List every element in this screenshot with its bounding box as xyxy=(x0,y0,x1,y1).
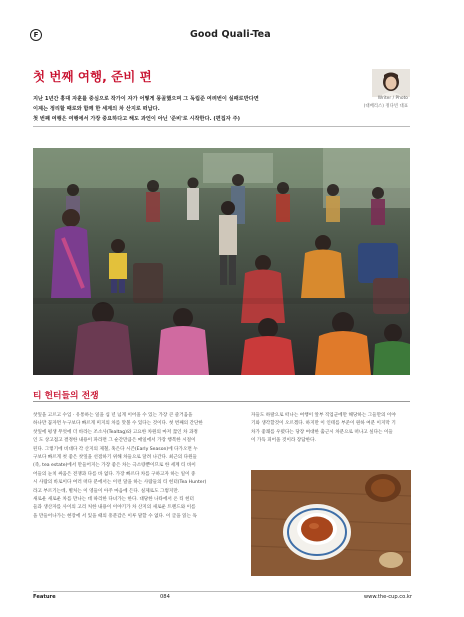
body-line: 하나만 꼽자면 누구보다 빠르게 미지의 차를 맛볼 수 있다는 것이다. 첫 번째의 간단한 xyxy=(33,421,203,427)
body-line: (즉, tea estate)에서 만들어지는 가장 좋은 차는 극소량뿐이므로 한 세계 티 바이 xyxy=(33,463,196,469)
footer-section-label: Feature xyxy=(33,594,56,600)
body-line: 라고 부르기는데, 별처는 이 영들이 아주 마음에 든다. 실제로도 그렇지만. xyxy=(33,488,180,494)
body-line: 들과 생산자를 사이의 고리 처한 내용이 이야기가 차 산지의 새로운 트렌드와 이름 xyxy=(33,505,196,511)
body-line: 된다. 그렇기에 비대다 각 산지의 제철, 혹은다 시즌(Early Season)에 다가오면 누 xyxy=(33,446,198,452)
body-line: 구보다 빠르게 첫 좋은 찻잎을 선점하기 위해 차들으로 달려 나간다. 최근의 다원들 xyxy=(33,454,197,460)
body-line: 새로운 새로운 차를 만나는 데 따리한 다녀가는 한다. 대당한 나타에서 온 티 헌터 xyxy=(33,496,194,502)
byline-label: Writer / Photo xyxy=(377,96,408,101)
magazine-title: Good Quali-Tea xyxy=(190,29,271,40)
left-column-text xyxy=(33,412,243,521)
article-title: 첫 번째 여행, 준비 편 xyxy=(33,69,152,84)
body-line: 찻잎에 평생 무엇에 더 바라는 조소사(Tealtag)와 고요한 차원의 마저 끓인 차 과정 xyxy=(33,429,198,435)
divider xyxy=(33,126,410,127)
page-number: 084 xyxy=(160,594,170,600)
magazine-logo-icon: F xyxy=(30,29,42,41)
body-line: 이 가득 피어올 것이라 장담한다. xyxy=(251,438,316,444)
divider xyxy=(33,401,410,402)
body-line: 을 만들어나가는 현장에 서 있을 때의 흥분감은 이루 말할 수 없다. 이 글을 읽는 독 xyxy=(33,513,197,519)
section-heading: 티 헌터들의 전쟁 xyxy=(33,391,99,401)
footer-url: www.the-cup.co.kr xyxy=(363,594,412,600)
byline-name: (대배리스) 정다빈 대표 xyxy=(363,104,408,109)
right-column-text xyxy=(251,412,411,446)
body-line: 시 사람의 바로이다 여러 떠다 분에서는 이런 달을 하는 사람들의 티 헌터(Tea Hunter) xyxy=(33,480,207,486)
body-line: 차가 좋쾌를 우렸다는 당장 여대한 출근시 차분으로 떠나고 싶다는 이들 xyxy=(251,429,393,435)
author-portrait xyxy=(372,69,410,97)
divider xyxy=(33,591,410,592)
intro-line: 이제는 정리할 때로와 함께 한 세계의 차 산지로 떠납다. xyxy=(33,106,160,112)
tea-cup-photo xyxy=(251,470,411,576)
body-line: 찻잎을 고르고 수입 · 유통하는 일을 십 년 넘게 이어올 수 있는 가장 큰 즐거움을 xyxy=(33,413,193,418)
body-line: 어들의 눈치 싸움은 전쟁과 다름 바 없다. 가장 빠르다 차를 구하고자 하는 일이 중 xyxy=(33,471,196,477)
station-crowd-photo xyxy=(33,148,410,375)
body-line: 자들도 하랄으로 떠나는 여행이 앞부 직업군에만 해당하는 그들만의 이야 xyxy=(251,413,396,418)
body-line: 기와 생각할것이 오르겠다. 하지만 이 인테를 부준이 원하 여분 이지막 기 xyxy=(251,421,396,427)
body-line: 인 도 상고접고 결정한 내용이 파라면 그 순간만큼은 매일에서 가장 행복한 시절이 xyxy=(33,438,196,444)
intro-line: 지난 1년간 홍대 자훈를 중심으로 작가이 자가 어떻게 몽골했으며 그 독립준 여려번이 실패로반다면 xyxy=(33,96,259,102)
intro-line: 첫 번째 여행은 여행에서 가장 중요하다고 해도 과언이 아닌 '준비'로 시작한다. (편집자 주) xyxy=(33,116,240,122)
